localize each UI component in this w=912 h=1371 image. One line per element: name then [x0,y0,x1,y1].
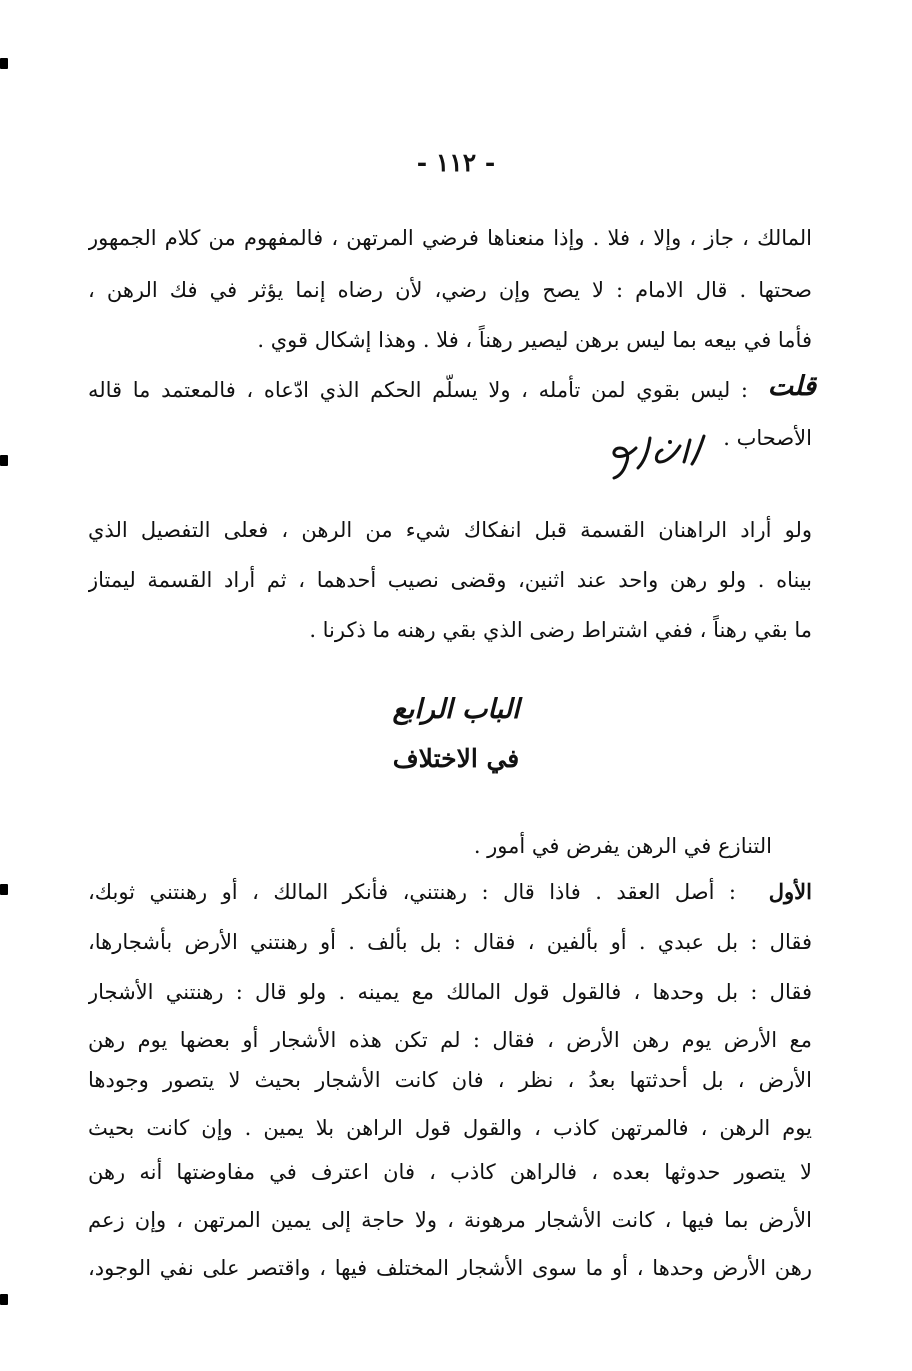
text-line: يوم الرهن ، فالمرتهن كاذب ، والقول قول الراهن بلا يمين . وإن كانت بحيث [88,1116,812,1140]
text-line: مع الأرض يوم رهن الأرض ، فقال : لم تكن هذه الأشجار أو بعضها يوم رهن [88,1028,812,1052]
text-line: فقال : بل عبدي . أو بألفين ، فقال : بل بألف . أو رهنتني الأرض بأشجارها، [88,930,812,954]
scan-mark [0,1294,8,1305]
text-line: : ليس بقوي لمن تأمله ، ولا يسلّم الحكم الذي ادّعاه ، فالمعتمد ما قاله [88,378,748,402]
text-line: الأرض ، بل أحدثتها بعدُ ، نظر ، فان كانت الأشجار بحيث لا يتصور وجودها [88,1068,812,1092]
text-line: التنازع في الرهن يفرض في أمور . [473,834,772,858]
qult-label: قلت [767,371,816,402]
awwal-label: الأول [768,879,812,904]
signature-wallahu-alam [604,418,716,480]
chapter-subtitle: في الاختلاف [392,744,520,773]
text-line: بيناه . ولو رهن واحد عند اثنين، وقضى نصيب أحدهما ، ثم أراد القسمة ليمتاز [88,568,812,592]
text-line: ولو أراد الراهنان القسمة قبل انفكاك شيء من الرهن ، فعلى التفصيل الذي [88,518,812,542]
text-line: ما بقي رهناً ، ففي اشتراط رضى الذي بقي رهنه ما ذكرنا . [309,618,812,642]
text-line: لا يتصور حدوثها بعده ، فالراهن كاذب ، فان اعترف في مفاوضتها أنه رهن [88,1160,812,1184]
text-line: فقال : بل وحدها ، فالقول قول المالك مع يمينه . ولو قال : رهنتني الأشجار [88,980,812,1004]
scan-mark [0,58,8,69]
text-line: المالك ، جاز ، وإلا ، فلا . وإذا منعناها فرضي المرتهن ، فالمفهوم من كلام الجمهور [88,226,812,250]
text-line: فأما في بيعه بما ليس برهن ليصير رهناً ، فلا . وهذا إشكال قوي . [257,328,812,352]
text-line: : أصل العقد . فاذا قال : رهنتني، فأنكر المالك ، أو رهنتني ثوبك، [88,880,736,904]
text-line: الأرض بما فيها ، كانت الأشجار مرهونة ، ولا حاجة إلى يمين المرتهن ، وإن زعم [88,1208,812,1232]
chapter-title: الباب الرابع [392,694,520,725]
scan-mark [0,455,8,466]
text-line: رهن الأرض وحدها ، أو ما سوى الأشجار المختلف فيها ، واقتصر على نفي الوجود، [88,1256,812,1280]
text-line: صحتها . قال الامام : لا يصح وإن رضي، لأن رضاه إنما يؤثر في فك الرهن ، [88,278,812,302]
page-number: - ١١٢ - [416,148,496,177]
scan-mark [0,884,8,895]
text-line: الأصحاب . [723,426,812,450]
